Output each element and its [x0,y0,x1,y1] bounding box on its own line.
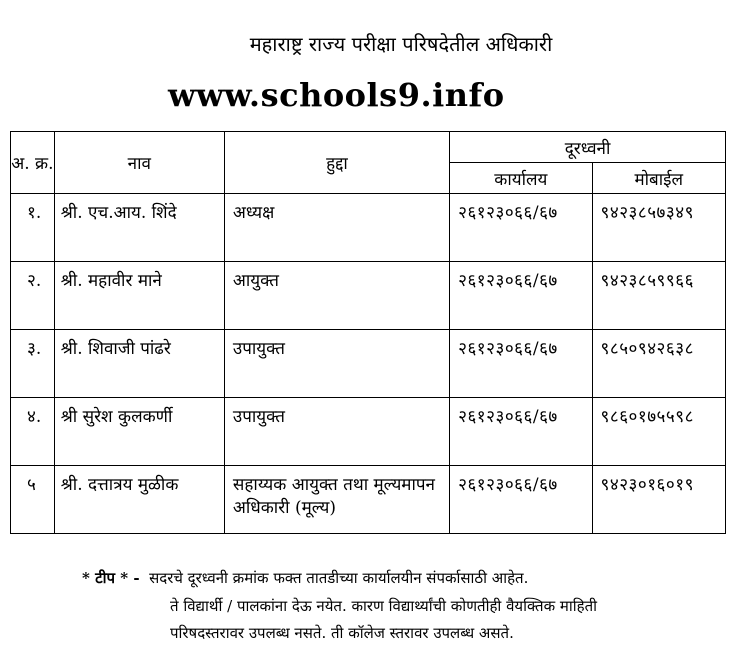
note-line-2: ते विद्यार्थी / पालकांना देऊ नयेत. कारण विद्यार्थ्यांची कोणतीही वैयक्तिक माहिती [170,597,598,615]
row-mobile: ९८६०१७५५९८ [592,398,725,466]
header-phone: दूरध्वनी [450,132,726,163]
row-post: अध्यक्ष [224,194,449,262]
note-line-3: परिषदस्तरावर उपलब्ध नसते. ती कॉलेज स्तरावर उपलब्ध असते. [170,624,514,642]
table-row [11,466,726,534]
row-sr: १. [11,194,55,262]
header-name: नाव [54,132,224,194]
row-mobile: ९४२३०१६०१९ [592,466,725,534]
website-link[interactable]: www.schools9.info [168,76,505,114]
header-sr: अ. क्र. [11,132,55,194]
row-office-phone: २६१२३०६६/६७ [450,398,592,466]
note-line-1 [82,568,528,588]
table-row [11,398,726,466]
row-post: उपायुक्त [224,330,449,398]
row-sr: ५ [11,466,55,534]
row-name: श्री. महावीर माने [54,262,224,330]
row-name: श्री सुरेश कुलकर्णी [54,398,224,466]
row-office-phone: २६१२३०६६/६७ [450,330,592,398]
row-office-phone: २६१२३०६६/६७ [450,194,592,262]
page-title: महाराष्ट्र राज्य परीक्षा परिषदेतील अधिकारी [249,32,553,56]
row-name: श्री. दत्तात्रय मुळीक [54,466,224,534]
row-post: सहाय्यक आयुक्त तथा मूल्यमापन अधिकारी (मूल्य) [224,466,449,534]
row-post: आयुक्त [224,262,449,330]
note-text-1: सदरचे दूरध्वनी क्रमांक फक्त तातडीच्या कार्यालयीन संपर्कासाठी आहेत. [149,569,529,587]
row-sr: ४. [11,398,55,466]
officials-table [10,131,726,534]
row-mobile: ९८५०९४२६३८ [592,330,725,398]
row-office-phone: २६१२३०६६/६७ [450,466,592,534]
row-name: श्री. एच.आय. शिंदे [54,194,224,262]
table-row [11,330,726,398]
row-sr: २. [11,262,55,330]
table-row [11,262,726,330]
row-mobile: ९४२३८५७३४९ [592,194,725,262]
row-name: श्री. शिवाजी पांढरे [54,330,224,398]
header-mobile: मोबाईल [592,163,725,194]
note-mark: * टीप * - [82,569,140,587]
row-mobile: ९४२३८५९९६६ [592,262,725,330]
row-post: उपायुक्त [224,398,449,466]
header-post: हुद्दा [224,132,449,194]
row-sr: ३. [11,330,55,398]
table-row [11,194,726,262]
row-office-phone: २६१२३०६६/६७ [450,262,592,330]
header-office: कार्यालय [450,163,592,194]
